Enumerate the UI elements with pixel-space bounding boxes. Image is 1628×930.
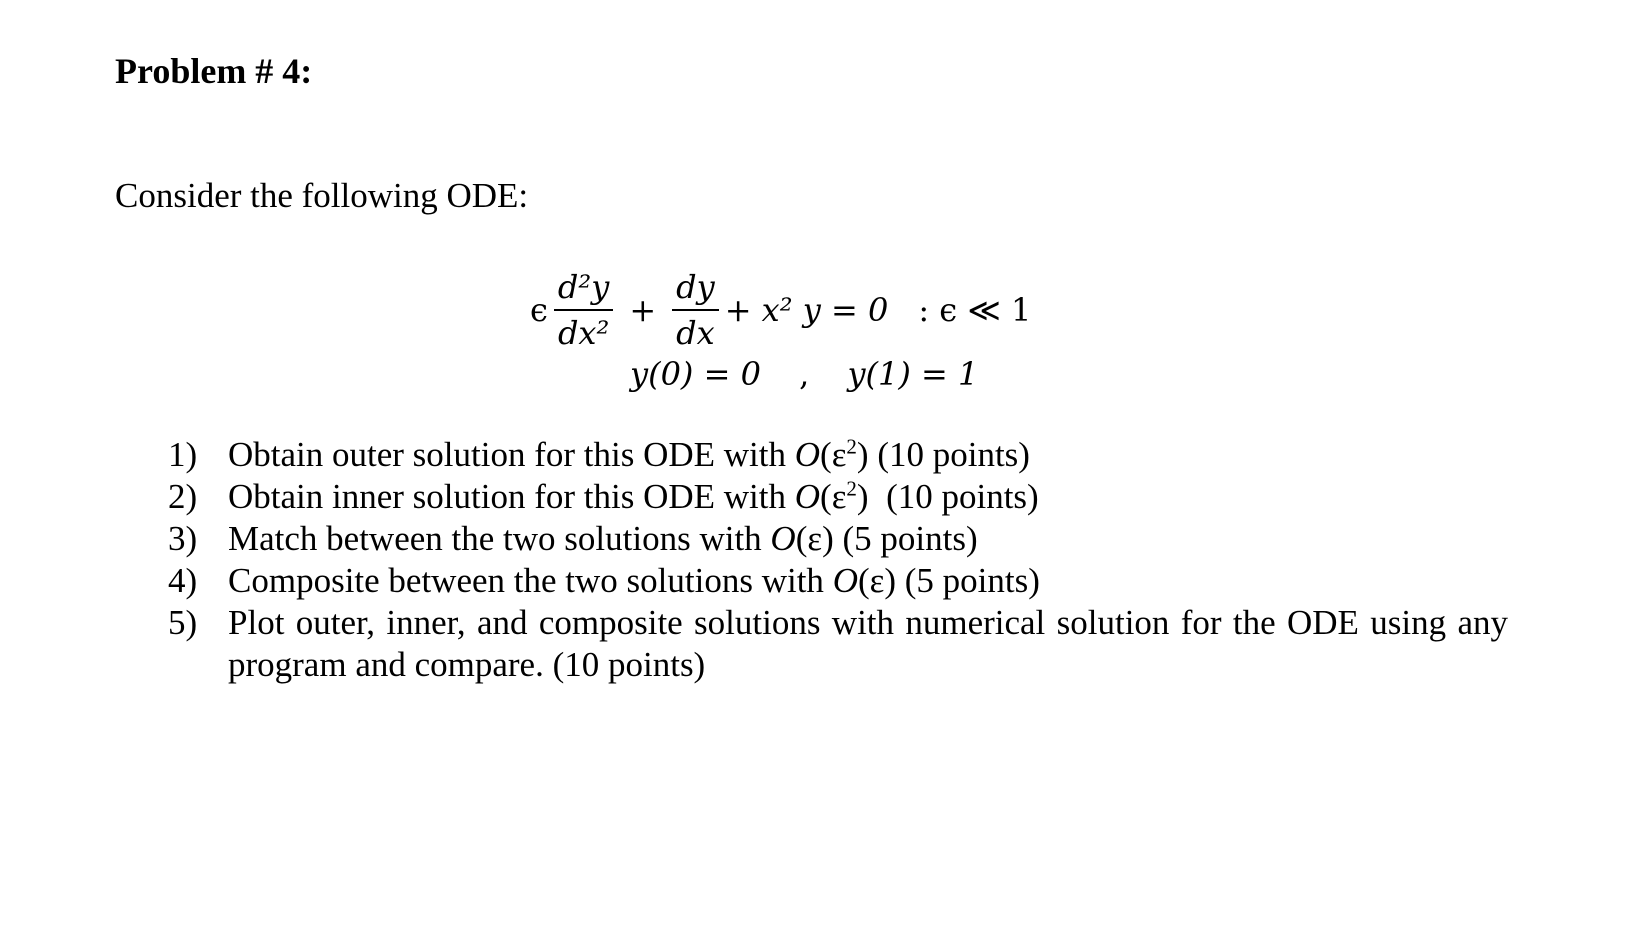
task-item xyxy=(168,476,1508,518)
task-text: Plot outer, inner, and composite solutions with numerical solution for the ODE using any program and compare. (10 points) xyxy=(228,603,1508,684)
second-derivative-fraction xyxy=(554,267,613,353)
task-text: Composite between the two solutions with O(ε) (5 points) xyxy=(228,561,1040,600)
plus-sign: + xyxy=(629,291,657,329)
boundary-condition-right: y(1) = 1 xyxy=(847,355,979,393)
task-item xyxy=(168,518,1508,560)
task-text: Match between the two solutions with O(ε) (5 points) xyxy=(228,519,978,558)
first-derivative-denominator: dx xyxy=(676,314,715,352)
ode-equation xyxy=(530,262,1031,358)
first-derivative-numerator: dy xyxy=(676,268,715,306)
task-text: Obtain outer solution for this ODE with $O(\varepsilon^2)$ (10 points) xyxy=(228,434,1030,474)
fraction-bar xyxy=(554,309,613,311)
task-number: 4) xyxy=(168,561,198,600)
small-parameter-condition: : ϵ ≪ 1 xyxy=(918,291,1032,329)
task-number: 1) xyxy=(168,435,198,474)
epsilon-symbol: ϵ xyxy=(530,291,548,329)
problem-heading: Problem # 4: xyxy=(115,51,313,91)
task-text: Obtain inner solution for this ODE with $O(\varepsilon^2)$ (10 points) xyxy=(228,476,1039,516)
first-derivative-fraction xyxy=(672,267,719,353)
fraction-bar xyxy=(672,309,719,311)
task-number: 5) xyxy=(168,603,198,642)
boundary-conditions xyxy=(630,350,978,398)
task-item xyxy=(168,434,1508,476)
intro-text: Consider the following ODE: xyxy=(115,176,529,215)
second-derivative-denominator: dx² xyxy=(557,314,610,352)
task-item xyxy=(168,560,1508,602)
ode-term-3: + x² y = 0 xyxy=(724,291,889,329)
task-list xyxy=(168,434,1508,686)
task-item xyxy=(168,602,1508,686)
task-number: 2) xyxy=(168,477,198,516)
boundary-condition-left: y(0) = 0 xyxy=(630,355,761,393)
second-derivative-numerator: d²y xyxy=(557,268,610,306)
boundary-separator: , xyxy=(799,355,810,393)
task-number: 3) xyxy=(168,519,198,558)
